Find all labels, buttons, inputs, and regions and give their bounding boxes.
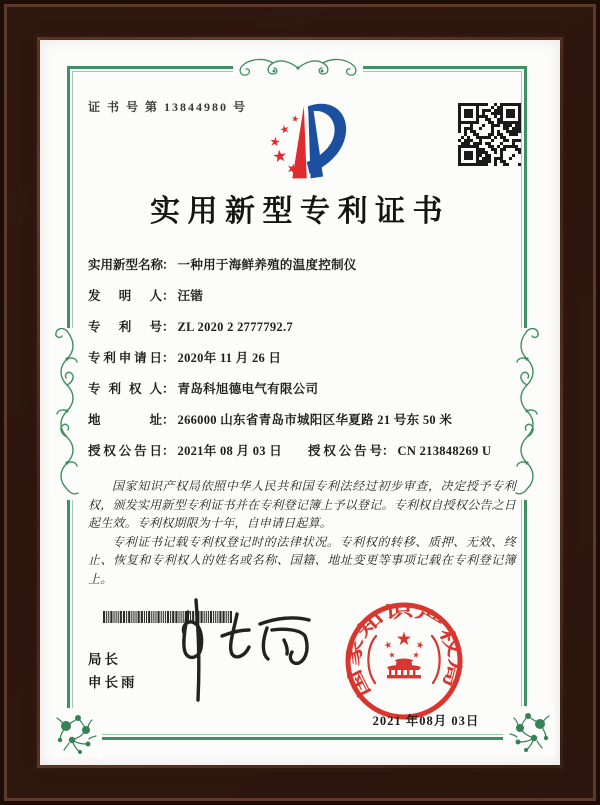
field-value: 汪锴	[177, 289, 204, 303]
field-colon: ：	[382, 444, 395, 458]
signer-name: 申长雨	[88, 675, 138, 690]
field-label: 实用新型名称	[88, 258, 164, 272]
seal-date: 2021 年08月 03日	[372, 714, 480, 728]
field-row-inventor	[88, 287, 518, 306]
field-colon: ：	[162, 351, 175, 365]
seal-text: 国家知识产权局	[343, 601, 465, 701]
field-value: CN 213848269 U	[397, 444, 492, 458]
field-value: 2020年 11 月 26 日	[177, 351, 282, 365]
field-value: 2021年 08 月 03 日	[177, 444, 283, 458]
field-colon: ：	[162, 320, 175, 334]
field-label: 地址	[88, 413, 162, 427]
grant-number-pair	[308, 444, 491, 458]
floral-ornament-bottom-right-icon	[503, 706, 555, 756]
field-colon: ：	[162, 413, 175, 427]
field-label: 授权公告号	[308, 444, 383, 458]
certificate-title: 实用新型专利证书	[150, 195, 450, 228]
field-colon: ：	[162, 382, 175, 396]
field-colon: ：	[162, 289, 175, 303]
field-value: 青岛科旭德电气有限公司	[177, 382, 319, 396]
field-label: 专利权人	[88, 382, 162, 396]
field-row-name	[88, 256, 518, 275]
floral-ornament-bottom-left-icon	[52, 708, 102, 758]
field-label: 授权公告日	[88, 444, 162, 458]
certificate-fields	[88, 256, 518, 473]
field-colon: ：	[162, 444, 175, 458]
qr-code	[458, 103, 521, 166]
field-value: 一种用于海鲜养殖的温度控制仪	[177, 258, 357, 272]
signer-title: 局长	[88, 652, 121, 667]
svg-text:国家知识产权局	[342, 601, 465, 700]
field-label: 专利申请日	[88, 351, 162, 365]
field-value: 266000 山东省青岛市城阳区华夏路 21 号东 50 米	[177, 413, 453, 427]
scroll-ornament-top-icon	[233, 54, 363, 80]
signer-block	[88, 648, 138, 694]
scroll-ornament-left-icon	[50, 328, 84, 500]
legal-paragraph-2: 专利证书记载专利权登记时的法律状况。专利权的转移、质押、无效、终止、恢复和专利权人的姓名或名称、国籍、地址变更等事项记载在专利登记簿上。	[88, 534, 516, 586]
field-label: 发明人	[88, 289, 162, 303]
field-row-filing-date	[88, 349, 518, 368]
field-colon: ：	[162, 258, 175, 272]
legal-text	[88, 477, 516, 588]
field-label: 专利号	[88, 320, 162, 334]
field-row-address	[88, 411, 518, 430]
field-value: ZL 2020 2 2777792.7	[177, 320, 293, 334]
field-row-grant	[88, 442, 518, 461]
certificate-number: 证 书 号 第 13844980 号	[88, 100, 248, 114]
cnipa-logo-icon	[252, 96, 348, 184]
field-row-patent-number	[88, 318, 518, 337]
handwritten-signature	[162, 596, 322, 708]
field-row-patentee	[88, 380, 518, 399]
certificate-paper	[40, 40, 560, 765]
legal-paragraph-1: 国家知识产权局依照中华人民共和国专利法经过初步审查，决定授予专利权，颁发实用新型专利证书并在专利登记簿上予以登记。专利权自授权公告之日起生效。专利权期限为十年，自申请日起算。	[88, 479, 516, 530]
